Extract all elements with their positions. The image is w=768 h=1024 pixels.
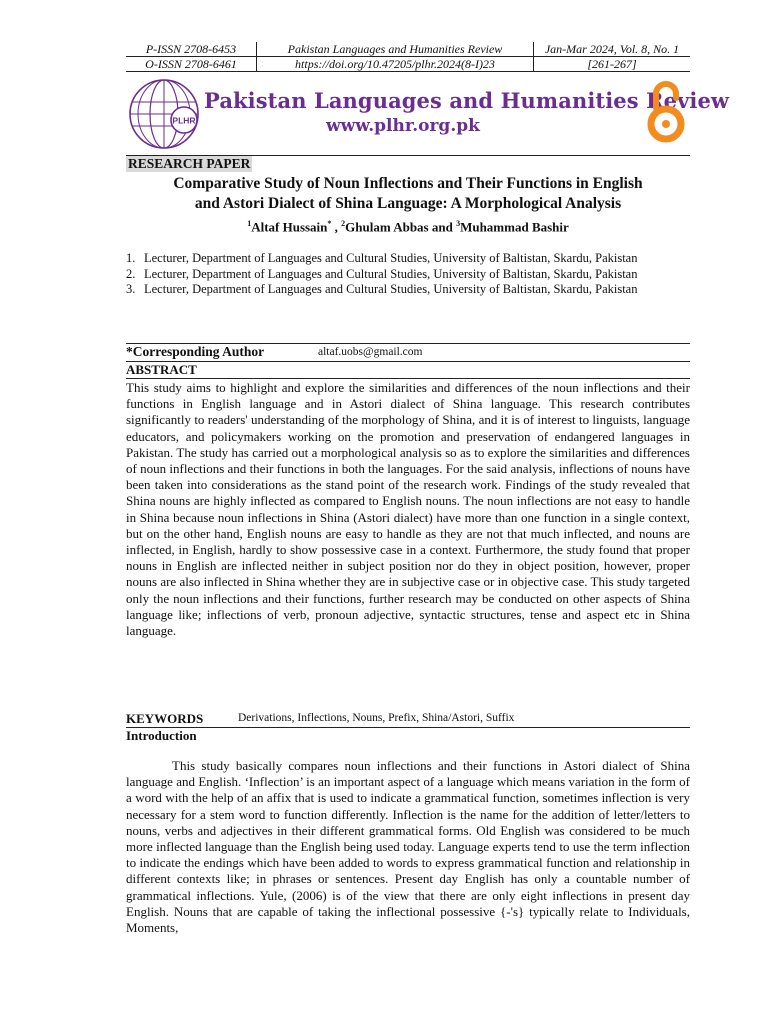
paper-title-line-1: Comparative Study of Noun Inflections and Their Functions in English <box>173 175 643 192</box>
abstract-heading: ABSTRACT <box>126 362 197 377</box>
affiliation-item <box>126 251 686 267</box>
open-access-icon <box>646 78 688 146</box>
affiliation-number: 2. <box>126 266 136 281</box>
author-separator: , <box>331 219 342 235</box>
author-3-affil-number: 3 <box>456 219 461 228</box>
p-issn: P-ISSN 2708-6453 <box>126 42 257 57</box>
doi-link[interactable]: https://doi.org/10.47205/plhr.2024(8-I)23 <box>257 57 534 72</box>
affiliation-item <box>126 267 686 283</box>
journal-url[interactable]: www.plhr.org.pk <box>326 116 480 136</box>
affiliation-text: Lecturer, Department of Languages and Cultural Studies, University of Baltistan, Skardu, Pakistan <box>144 282 638 297</box>
divider <box>126 361 690 362</box>
author-list <box>126 219 690 235</box>
introduction-heading: Introduction <box>126 728 197 743</box>
paper-type-label: RESEARCH PAPER <box>128 156 251 171</box>
header-metadata <box>126 42 690 72</box>
paper-title <box>126 174 690 214</box>
o-issn: O-ISSN 2708-6461 <box>126 57 257 72</box>
affiliation-text: Lecturer, Department of Languages and Cultural Studies, University of Baltistan, Skardu, Pakistan <box>144 251 638 265</box>
issue-info: Jan-Mar 2024, Vol. 8, No. 1 <box>534 42 691 57</box>
affiliation-text: Lecturer, Department of Languages and Cultural Studies, University of Baltistan, Skardu, Pakistan <box>144 266 638 281</box>
divider <box>126 378 690 379</box>
author-3-name: Muhammad Bashir <box>460 219 569 235</box>
author-1-corresponding-mark: * <box>327 219 332 228</box>
keywords-text: Derivations, Inflections, Nouns, Prefix, Shina/Astori, Suffix <box>238 712 515 724</box>
author-separator: and <box>428 219 457 235</box>
affiliation-number: 1. <box>126 251 136 265</box>
logo-text: PLHR <box>172 115 196 126</box>
corresponding-author-label: *Corresponding Author <box>126 344 265 359</box>
journal-title: Pakistan Languages and Humanities Review <box>204 88 730 113</box>
abstract-text: This study aims to highlight and explore the similarities and differences of the noun inflections and their functions in English language and in Astori dialect of Shina language. This research contributes significantly to readers' understanding of the morphology of Shina, and it is of interest to linguists, language educators, and policymakers working on the promotion and preservation of endangered languages in Pakistan. The study has carried out a morphological analysis so as to explore the similarities and differences of noun inflections and their functions in both the languages. For the said analysis, inflections of nouns have been taken into considerations as the stand point of the research work. Findings of the study revealed that Shina nouns are highly inflected as compared to English nouns. The noun inflections are not easy to handle in Shina because noun inflections in Shina (Astori dialect) have more than one function in a single context, but on the other hand, English nouns are easy to handle as they are not that much inflected, and nouns are inflected, in English, hardly to show possessive case in a context. Furthermore, the study found that proper nouns in English are inflected neither in subject position nor do they in object position, however, proper nouns are also inflected in Shina whether they are in subjective case or in objective case. This study targeted only the noun inflections and their functions, further research may be conducted on other aspects of Shina language like; inflections of verb, pronoun adjective, syntactic structures, tense and aspect etc in Shina language. <box>126 380 690 639</box>
affiliation-item <box>126 282 686 298</box>
author-1-name: Altaf Hussain <box>251 219 328 235</box>
keywords-label: KEYWORDS <box>126 711 204 726</box>
globe-logo-icon <box>126 76 202 152</box>
author-2-name: Ghulam Abbas <box>345 219 429 235</box>
corresponding-author-row <box>126 344 690 362</box>
journal-banner <box>126 74 730 152</box>
author-1-affil-number: 1 <box>247 219 252 228</box>
page-range: [261-267] <box>534 57 691 72</box>
corresponding-email[interactable]: altaf.uobs@gmail.com <box>318 346 423 358</box>
divider <box>126 727 690 728</box>
affiliation-number: 3. <box>126 282 136 297</box>
keywords-row <box>126 711 690 727</box>
paper-title-line-2: and Astori Dialect of Shina Language: A Morphological Analysis <box>194 195 622 212</box>
affiliation-list <box>126 251 686 298</box>
header-journal-name: Pakistan Languages and Humanities Review <box>257 42 534 57</box>
introduction-text: This study basically compares noun inflections and their functions in Astori dialect of Shina language and English. ‘Inflection’ is an important aspect of a language which means variation in the form of a word with the help of an affix that is used to indicate a grammatical function, sometimes inflection is very necessary for a stem word to function differently. Inflection is the name for the addition of letter/letters to nouns, verbs and adjectives in their different grammatical forms. Old English was considered to be much more inflected language than the English being used today. Language experts tend to use the term inflection to indicate the endings which have been added to words to express grammatical function and relationship in different contexts like; in phrases or sentences. Present day English has only a countable number of grammatical inflections. Yule, (2006) is of the view that there are only eight inflections in present day English. Nouns that are capable of taking the inflectional possessive {-'s} typically relate to Individuals, Moments, <box>126 758 690 936</box>
author-2-affil-number: 2 <box>341 219 346 228</box>
